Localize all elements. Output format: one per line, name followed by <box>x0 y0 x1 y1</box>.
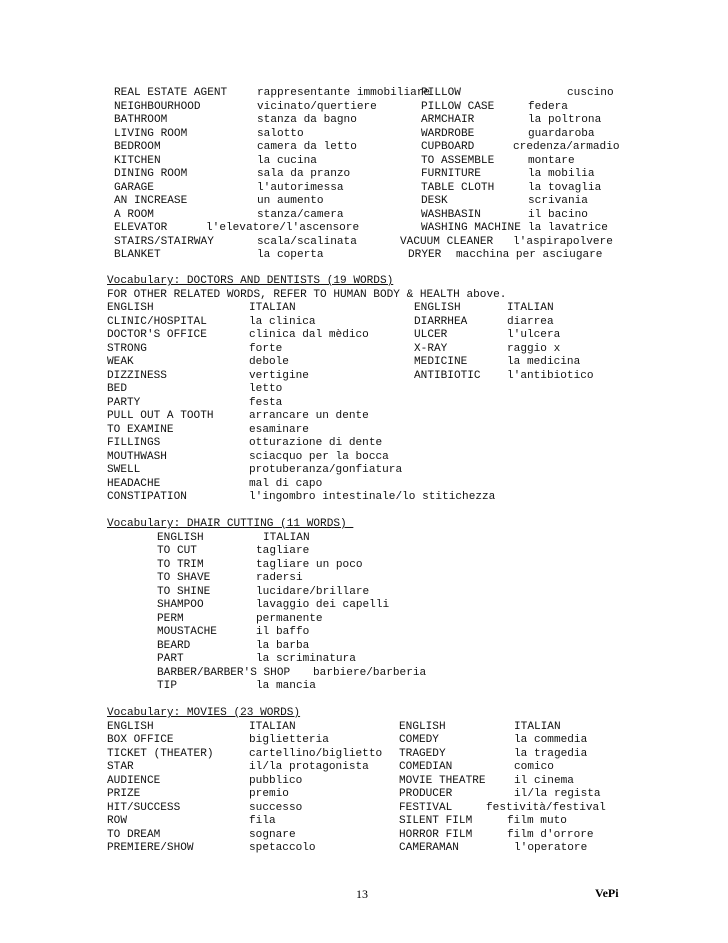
vocab-cell: DINING ROOM <box>114 168 188 180</box>
vocab-cell: ARMCHAIR <box>421 114 475 126</box>
vocab-cell: la poltrona <box>528 114 602 126</box>
vocab-cell: lavaggio dei capelli <box>256 599 390 611</box>
vocab-cell: DRYER <box>408 249 442 261</box>
vocab-cell: diarrea <box>507 315 554 328</box>
vocab-cell: arrancare un dente <box>249 410 369 422</box>
vocab-cell: ANTIBIOTIC <box>414 369 481 382</box>
vocab-cell: la tovaglia <box>528 181 602 194</box>
vocab-cell: ITALIAN <box>249 720 296 733</box>
vocab-cell: sognare <box>249 828 296 841</box>
vocab-cell: TIP <box>157 680 177 692</box>
vocab-cell: PARTY <box>107 396 141 409</box>
vocab-cell: TICKET (THEATER) <box>107 747 214 760</box>
vocab-cell: radersi <box>256 572 303 584</box>
vocab-cell: COMEDIAN <box>399 761 453 773</box>
vocab-cell: TO DREAM <box>107 828 161 841</box>
vocab-cell: film d'orrore <box>507 828 594 841</box>
vocab-cell: PILLOW <box>421 87 461 99</box>
vocab-cell: WARDROBE <box>421 127 475 140</box>
section-note: FOR OTHER RELATED WORDS, REFER TO HUMAN BODY & HEALTH above. <box>107 288 507 301</box>
vocab-cell: TO SHINE <box>157 585 211 598</box>
vocab-cell: sala da pranzo <box>257 168 351 180</box>
vocab-cell: DIARRHEA <box>414 315 468 328</box>
vocab-cell: salotto <box>257 127 304 140</box>
vocab-cell: un aumento <box>257 195 324 207</box>
vocab-cell: ITALIAN <box>263 531 310 544</box>
vocab-cell: TO TRIM <box>157 558 204 571</box>
vocab-cell: BATHROOM <box>114 114 168 126</box>
vocab-cell: PRODUCER <box>399 788 453 800</box>
vocab-cell: la mobilia <box>528 168 595 180</box>
vocab-cell: VACUUM CLEANER <box>400 235 494 248</box>
vocab-cell: stanza da bagno <box>257 114 357 126</box>
vocab-cell: HORROR FILM <box>399 828 473 841</box>
vocab-cell: rappresentante immobiliare <box>257 87 431 99</box>
vocab-cell: permanente <box>256 612 323 625</box>
vocab-cell: stanza/camera <box>257 208 344 221</box>
vocab-cell: esaminare <box>249 423 309 436</box>
vocab-cell: ENGLISH <box>157 531 204 544</box>
vocab-cell: la cucina <box>257 154 317 167</box>
vocab-cell: la coperta <box>257 249 324 261</box>
vocab-cell: BEARD <box>157 639 191 652</box>
vocab-cell: WEAK <box>107 356 134 368</box>
vocab-cell: FILLINGS <box>107 437 161 449</box>
vocab-cell: il bacino <box>528 208 588 221</box>
vocab-cell: l'elevatore/l'ascensore <box>206 222 360 234</box>
vocab-cell: SHAMPOO <box>157 599 204 611</box>
vocab-cell: la scriminatura <box>256 653 356 665</box>
vocab-cell: pubblico <box>249 774 303 787</box>
vocab-cell: FESTIVAL <box>399 801 453 814</box>
vocab-cell: ENGLISH <box>107 720 154 733</box>
vocab-cell: vertigine <box>249 369 309 382</box>
vocab-cell: debole <box>249 356 289 368</box>
vocab-cell: barbiere/barberia <box>313 666 427 679</box>
vocab-cell: guardaroba <box>528 127 595 140</box>
vocab-cell: scala/scalinata <box>257 235 357 248</box>
vocab-cell: BED <box>107 383 127 395</box>
vocab-cell: TRAGEDY <box>399 747 446 760</box>
vocab-cell: GARAGE <box>114 181 154 194</box>
vocab-cell: AN INCREASE <box>114 195 188 207</box>
vocab-cell: PART <box>157 653 184 665</box>
vocab-cell: HEADACHE <box>107 477 161 490</box>
vocab-cell: ELEVATOR <box>114 222 168 234</box>
vocab-cell: cuscino <box>567 87 614 99</box>
vocab-cell: TO EXAMINE <box>107 423 174 436</box>
vocab-cell: MOUTHWASH <box>107 450 167 463</box>
vocab-cell: il baffo <box>256 626 310 638</box>
vocab-cell: LIVING ROOM <box>114 127 188 140</box>
vocab-cell: premio <box>249 788 289 800</box>
vocab-cell: MEDICINE <box>414 356 468 368</box>
vocab-cell: forte <box>249 342 283 355</box>
vocab-cell: CAMERAMAN <box>399 842 459 854</box>
vocab-cell: TO SHAVE <box>157 572 211 584</box>
vocab-cell: successo <box>249 801 303 814</box>
vocab-cell: PREMIERE/SHOW <box>107 842 194 854</box>
vocab-cell: l'autorimessa <box>257 181 344 194</box>
vocab-cell: ITALIAN <box>507 302 554 314</box>
vocab-cell: STAR <box>107 761 134 773</box>
vocab-cell: la barba <box>256 639 310 652</box>
vocab-cell: il/la regista <box>514 788 601 800</box>
vocab-cell: BLANKET <box>114 249 161 261</box>
vocab-cell: DIZZINESS <box>107 369 167 382</box>
vocab-cell: COMEDY <box>399 734 439 746</box>
vocab-cell: otturazione di dente <box>249 437 383 449</box>
vocab-cell: NEIGHBOURHOOD <box>114 100 201 113</box>
vocab-cell: BEDROOM <box>114 141 161 153</box>
vocab-cell: lucidare/brillare <box>256 585 370 598</box>
vocab-cell: ENGLISH <box>399 720 446 733</box>
vocab-cell: protuberanza/gonfiatura <box>249 464 403 476</box>
vocab-cell: tagliare <box>256 545 310 557</box>
vocab-cell: CUPBOARD <box>421 141 475 153</box>
vocab-cell: federa <box>528 100 568 113</box>
vocab-cell: vicinato/quertiere <box>257 100 377 113</box>
vocab-cell: scrivania <box>528 195 588 207</box>
vocab-cell: ENGLISH <box>414 302 461 314</box>
section-heading: Vocabulary: MOVIES (23 WORDS) <box>107 707 301 719</box>
vocab-cell: montare <box>528 154 575 167</box>
vocab-cell: PERM <box>157 612 184 625</box>
vocab-cell: SWELL <box>107 464 141 476</box>
author-signature: VePi <box>595 886 619 900</box>
vocab-cell: credenza/armadio <box>513 141 620 153</box>
vocab-cell: letto <box>249 383 283 395</box>
vocab-cell: DOCTOR'S OFFICE <box>107 329 207 341</box>
vocab-cell: festività/festival <box>486 801 606 814</box>
vocab-cell: clinica dal mèdico <box>249 329 369 341</box>
vocab-cell: biglietteria <box>249 734 329 746</box>
vocab-cell: raggio x <box>507 342 561 355</box>
vocab-cell: ENGLISH <box>107 302 154 314</box>
vocab-cell: STAIRS/STAIRWAY <box>114 235 214 248</box>
vocab-cell: PULL OUT A TOOTH <box>107 410 214 422</box>
vocab-cell: ITALIAN <box>249 302 296 314</box>
vocab-cell: sciacquo per la bocca <box>249 450 389 463</box>
vocab-cell: il/la protagonista <box>249 761 369 773</box>
vocab-cell: TABLE CLOTH <box>421 181 495 194</box>
vocab-cell: STRONG <box>107 342 147 355</box>
vocab-cell: il cinema <box>514 774 574 787</box>
vocab-cell: la mancia <box>256 680 316 692</box>
page-number: 13 <box>356 887 368 901</box>
vocab-cell: macchina per asciugare <box>456 249 603 261</box>
vocab-cell: X-RAY <box>414 342 448 355</box>
vocab-cell: ULCER <box>414 329 448 341</box>
vocab-cell: fila <box>249 815 276 827</box>
vocab-cell: mal di capo <box>249 477 323 490</box>
vocab-cell: DESK <box>421 195 448 207</box>
vocab-cell: comico <box>514 761 554 773</box>
vocab-cell: MOUSTACHE <box>157 626 217 638</box>
vocab-cell: la clinica <box>249 315 316 328</box>
vocab-cell: WASHING MACHINE <box>421 222 521 234</box>
vocab-cell: SILENT FILM <box>399 815 473 827</box>
vocab-cell: l'antibiotico <box>507 369 594 382</box>
vocab-cell: REAL ESTATE AGENT <box>114 87 228 99</box>
vocab-cell: l'ingombro intestinale/lo stitichezza <box>249 491 496 503</box>
vocab-cell: TO CUT <box>157 545 197 557</box>
vocab-cell: TO ASSEMBLE <box>421 154 495 167</box>
vocab-cell: la tragedia <box>514 747 588 760</box>
vocab-cell: KITCHEN <box>114 154 161 167</box>
section-heading: Vocabulary: DOCTORS AND DENTISTS (19 WORDS) <box>107 275 394 287</box>
vocab-cell: cartellino/biglietto <box>249 747 383 760</box>
vocab-cell: l'ulcera <box>507 329 561 341</box>
vocab-cell: PRIZE <box>107 788 141 800</box>
vocab-cell: MOVIE THEATRE <box>399 774 486 787</box>
vocab-cell: FURNITURE <box>421 168 481 180</box>
vocab-cell: AUDIENCE <box>107 774 161 787</box>
vocab-cell: tagliare un poco <box>256 558 363 571</box>
vocab-cell: l'operatore <box>514 842 588 854</box>
vocab-cell: ITALIAN <box>514 720 561 733</box>
vocab-cell: BOX OFFICE <box>107 734 174 746</box>
vocab-cell: festa <box>249 396 283 409</box>
vocab-cell: ROW <box>107 815 127 827</box>
vocab-cell: spetaccolo <box>249 842 316 854</box>
vocab-cell: BARBER/BARBER'S SHOP <box>157 666 291 679</box>
vocab-cell: la commedia <box>514 734 588 746</box>
vocab-cell: HIT/SUCCESS <box>107 801 181 814</box>
vocab-cell: A ROOM <box>114 208 154 221</box>
vocab-cell: la lavatrice <box>528 222 608 234</box>
section-heading: Vocabulary: DHAIR CUTTING (11 WORDS) <box>107 518 354 530</box>
vocab-cell: la medicina <box>507 356 581 368</box>
vocab-cell: PILLOW CASE <box>421 100 495 113</box>
vocab-cell: camera da letto <box>257 141 357 153</box>
vocab-cell: film muto <box>507 815 567 827</box>
vocab-cell: CLINIC/HOSPITAL <box>107 315 207 328</box>
vocab-cell: WASHBASIN <box>421 208 481 221</box>
vocab-cell: l'aspirapolvere <box>513 235 613 248</box>
vocab-cell: CONSTIPATION <box>107 491 187 503</box>
